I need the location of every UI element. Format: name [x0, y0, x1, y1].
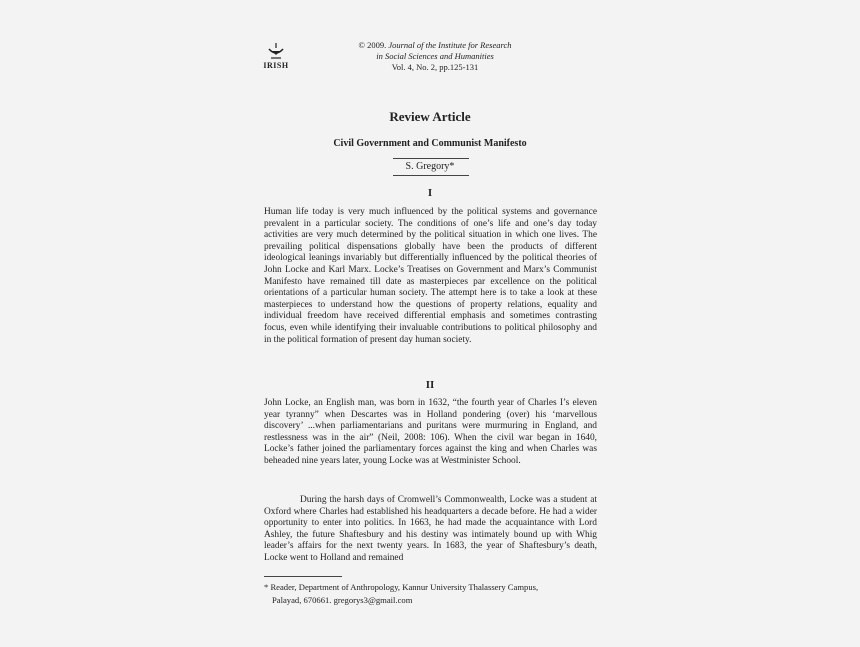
- journal-citation: [330, 40, 540, 73]
- section-1-paragraph: Human life today is very much influenced by the political systems and governance prevalent in a particular society. The conditions of one’s life and one’s day today activities are very much determined by the political situation in which one lives. The prevailing political dispensations globally have been the products of different ideological leanings invariably but differentially influenced by the political theories of John Locke and Karl Marx. Locke’s Treatises on Government and Marx’s Communist Manifesto have remained till date as masterpieces par excellence on the political orientations of a particular human society. The attempt here is to take a look at these masterpieces to understand how the questions of property relations, equality and individual freedom have received differential emphasis and sometimes contrasting focus, even while identifying their invaluable contributions to political philosophy and in the political formation of present day human society.: [264, 207, 597, 345]
- citation-line-1: [330, 40, 540, 51]
- journal-logo: [262, 42, 290, 70]
- footnote-rule: [264, 576, 342, 577]
- article-title: Civil Government and Communist Manifesto: [333, 138, 527, 149]
- copyright-year: © 2009.: [358, 40, 389, 50]
- author-rule-bottom: [393, 175, 469, 176]
- journal-name: Journal of the Institute for Research: [388, 40, 512, 50]
- section-2-paragraph-1: John Locke, an English man, was born in 1632, “the fourth year of Charles I’s eleven year tyranny” when Descartes was in Holland pondering (over) his ‘marvellous discovery’ ...when parliamentarians and puritans were murmuring in England, and restlessness was in the air” (Neil, 2008: 106). When the civil war began in 1640, Locke’s father joined the parliamentary forces against the king and when Charles was beheaded nine years later, young Locke was at Westminister School.: [264, 398, 597, 466]
- author-name: S. Gregory*: [405, 161, 455, 172]
- lamp-emblem-icon: [265, 42, 287, 60]
- author-rule-top: [393, 158, 469, 159]
- logo-text: IRISH: [263, 61, 289, 70]
- article-type: Review Article: [389, 109, 471, 124]
- section-heading-1: I: [427, 187, 433, 199]
- footnote-line-1: * Reader, Department of Anthropology, Kannur University Thalassery Campus,: [264, 582, 539, 592]
- citation-volume: Vol. 4, No. 2, pp.125-131: [391, 62, 479, 72]
- section-heading-2: II: [425, 379, 435, 391]
- footnote-line-2: Palayad, 670661. gregorys3@gmail.com: [272, 595, 413, 605]
- section-2-paragraph-2: During the harsh days of Cromwell’s Commonwealth, Locke was a student at Oxford where Charles had established his headquarters a decade before. He had a wider opportunity to enter into politics. In 1663, he had made the acquaintance with Lord Ashley, the future Shaftesbury and his destiny was intimately bound up with Whig leader’s affairs for the next twenty years. In 1683, the year of Shaftesbury’s death, Locke went to Holland and remained: [264, 495, 597, 563]
- author-footnote: [264, 581, 604, 607]
- citation-line-2: in Social Sciences and Humanities: [376, 51, 494, 61]
